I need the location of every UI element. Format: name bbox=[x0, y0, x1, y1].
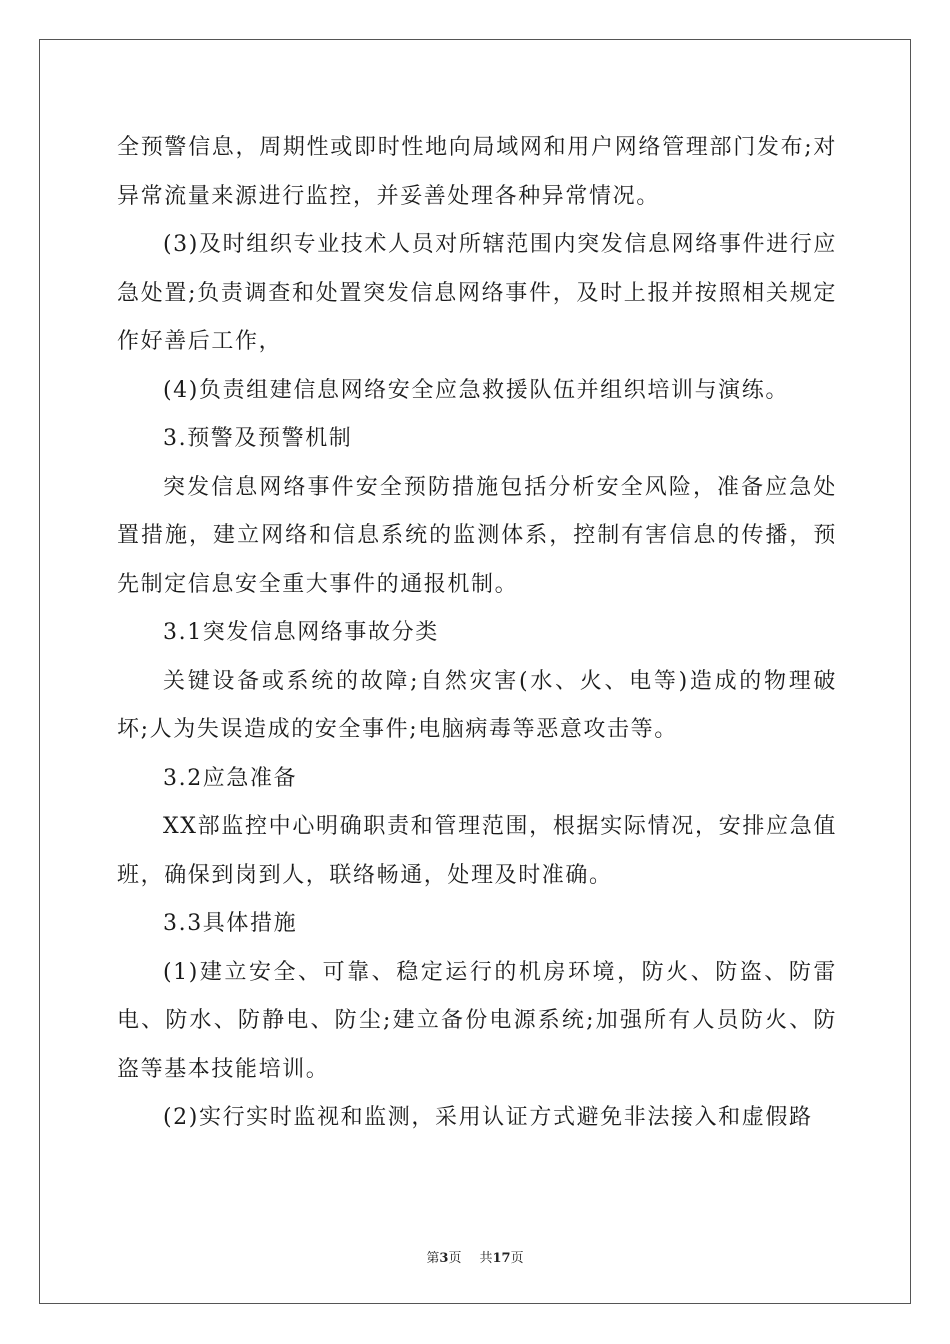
footer-page-number: 3 bbox=[439, 1251, 449, 1266]
paragraph-3: (4)负责组建信息网络安全应急救援队伍并组织培训与演练。 bbox=[163, 377, 789, 403]
paragraph-5: 突发信息网络事件安全预防措施包括分析安全风险，准备应急处置措施，建立网络和信息系统的监测体系，控制有害信息的传播，预先制定信息安全重大事件的通报机制。 bbox=[117, 474, 837, 597]
paragraph-7: 关键设备或系统的故障;自然灾害(水、火、电等)造成的物理破坏;人为失误造成的安全事件;电脑病毒等恶意攻击等。 bbox=[117, 668, 837, 742]
paragraph-2: (3)及时组织专业技术人员对所辖范围内突发信息网络事件进行应急处置;负责调查和处置突发信息网络事件，及时上报并按照相关规定作好善后工作， bbox=[117, 232, 837, 354]
section-heading-3-2: 3.2应急准备 bbox=[163, 765, 298, 791]
paragraph-1: 全预警信息，周期性或即时性地向局域网和用户网络管理部门发布;对异常流量来源进行监控，并妥善处理各种异常情况。 bbox=[117, 135, 837, 209]
section-heading-3: 3.预警及预警机制 bbox=[163, 426, 353, 451]
paragraph-12: (2)实行实时监视和监测，采用认证方式避免非法接入和虚假路 bbox=[163, 1105, 813, 1130]
footer-page-suffix: 页 bbox=[448, 1251, 462, 1266]
section-heading-3-1: 3.1突发信息网络事故分类 bbox=[163, 620, 439, 645]
paragraph-9: XX部监控中心明确职责和管理范围，根据实际情况，安排应急值班，确保到岗到人，联络畅通，处理及时准确。 bbox=[117, 814, 837, 888]
paragraph-11: (1)建立安全、可靠、稳定运行的机房环境，防火、防盗、防雷电、防水、防静电、防尘;建立备份电源系统;加强所有人员防火、防盗等基本技能培训。 bbox=[117, 959, 837, 1082]
footer-total-pages: 17 bbox=[492, 1251, 511, 1266]
footer-prefix: 第 bbox=[426, 1251, 440, 1266]
footer-total-prefix: 共 bbox=[479, 1251, 493, 1266]
footer-total-suffix: 页 bbox=[510, 1251, 524, 1266]
section-heading-3-3: 3.3具体措施 bbox=[163, 911, 298, 936]
document-body bbox=[117, 124, 837, 1143]
page-footer bbox=[0, 1247, 950, 1266]
